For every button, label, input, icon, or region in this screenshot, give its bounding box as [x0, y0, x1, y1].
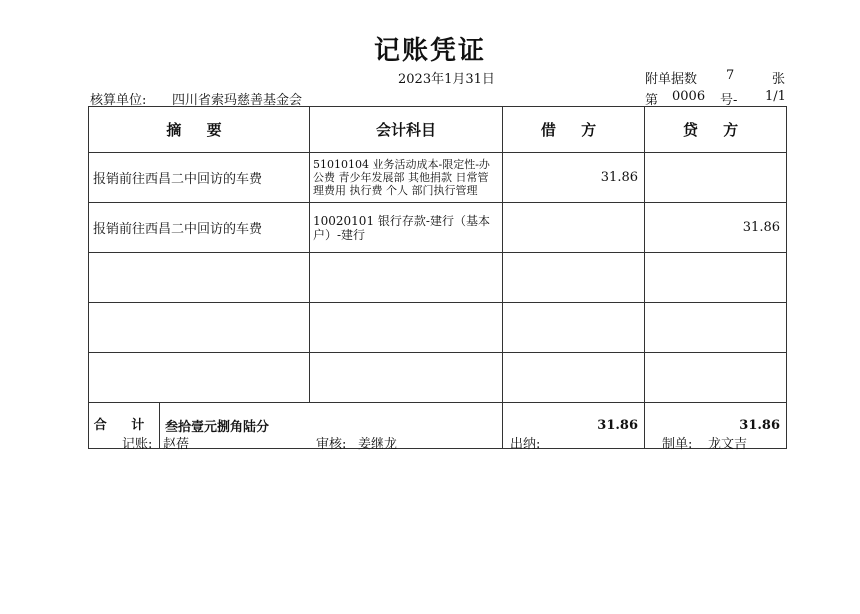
reviewer-label: 审核: — [316, 437, 347, 452]
account-header: 会计科目 — [310, 107, 503, 153]
row-credit: 31.86 — [645, 203, 787, 253]
row-account — [310, 353, 503, 403]
table-row — [89, 203, 787, 253]
accounting-unit-label: 核算单位: — [90, 93, 147, 108]
row-debit — [503, 203, 645, 253]
header-row — [89, 107, 787, 153]
preparer-label: 制单: — [662, 437, 693, 452]
row-debit — [503, 353, 645, 403]
row-summary — [89, 353, 310, 403]
row-summary: 报销前往西昌二中回访的车费 — [89, 153, 310, 203]
total-debit: 31.86 — [503, 403, 645, 449]
row-credit — [645, 153, 787, 203]
bookkeeper-name: 赵蓓 — [163, 437, 190, 452]
table-row — [89, 253, 787, 303]
row-debit — [503, 253, 645, 303]
accounting-unit-name: 四川省索玛慈善基金会 — [172, 93, 303, 108]
voucher-title: 记账凭证 — [373, 36, 486, 66]
voucher-no-prefix: 第 — [645, 93, 659, 108]
row-credit — [645, 303, 787, 353]
voucher-number: 0006 — [672, 89, 706, 104]
total-amount-words: 叁拾壹元捌角陆分 — [165, 420, 270, 435]
attachment-count: 7 — [726, 68, 735, 83]
total-label: 合 计 — [89, 403, 160, 448]
credit-header: 贷 方 — [645, 107, 787, 153]
table-row — [89, 353, 787, 403]
row-debit — [503, 303, 645, 353]
attachment-label: 附单据数 — [645, 72, 698, 87]
row-summary — [89, 303, 310, 353]
row-account: 10020101 银行存款-建行（基本户）-建行 — [310, 203, 503, 253]
row-credit — [645, 253, 787, 303]
row-summary: 报销前往西昌二中回访的车费 — [89, 203, 310, 253]
bookkeeper-label: 记账: — [122, 437, 153, 452]
debit-header: 借 方 — [503, 107, 645, 153]
voucher-date: 2023年1月31日 — [398, 72, 495, 87]
row-account — [310, 303, 503, 353]
page-indicator: 1/1 — [765, 89, 786, 104]
cashier-label: 出纳: — [510, 437, 541, 452]
row-account — [310, 253, 503, 303]
row-summary — [89, 253, 310, 303]
table-row — [89, 153, 787, 203]
table-row — [89, 303, 787, 353]
attachment-unit: 张 — [772, 72, 786, 87]
row-credit — [645, 353, 787, 403]
reviewer-name: 姜继龙 — [358, 437, 398, 452]
row-debit: 31.86 — [503, 153, 645, 203]
summary-header: 摘 要 — [89, 107, 310, 153]
total-credit: 31.86 — [645, 403, 787, 449]
voucher-no-suffix: 号- — [720, 93, 738, 108]
preparer-name: 龙文吉 — [708, 437, 748, 452]
voucher-table — [88, 106, 787, 449]
row-account: 51010104 业务活动成本-限定性-办公费 青少年发展部 其他捐款 日常管理费用 执行费 个人 部门执行管理 — [310, 153, 503, 203]
